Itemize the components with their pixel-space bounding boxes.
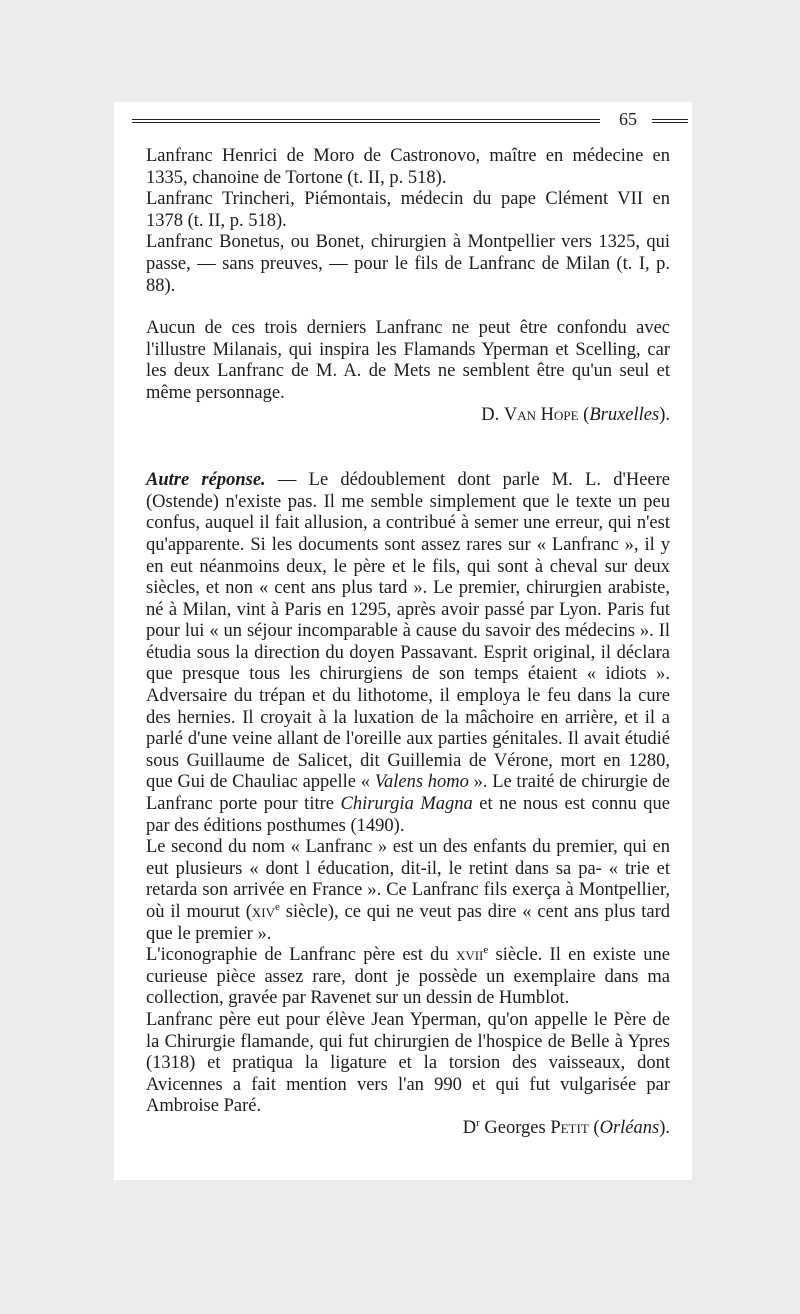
signature-title: D [462,1117,477,1138]
signature-petit: $D^r$ Georges Petit (Orléans). [462,1116,670,1138]
signature-title-sup: r [476,1116,480,1129]
reply-text-1b: ». Le traité de chirurgie de Lanfranc porte pour titre [146,772,670,815]
signature-name: Van Hope [503,404,579,425]
century-sup: e [275,900,280,913]
italic-valens-homo: Valens homo [374,772,469,793]
reply-text-1: — Le dédoublement dont parle M. L. d'Heere (Ostende) n'existe pas. Il me semble simplement que le texte un peu confus, auquel il fait allusion, a contribué à semer une erreur, qui n'est qu'apparente. Si les documents sont assez rares sur « Lanfranc », il y en eut néanmoins deux, le père et le fils, qui sont à cheval sur deux siècles, et non « cent ans plus tard ». Le premier, chirurgien arabiste, né à Milan, vint à Paris en 1295, après avoir passé par Lyon. Paris fut pour lui « un séjour incomparable à cause du savoir des médecins ». Il étudia sous la direction du doyen Passavant. Esprit original, il déclara que presque tous les chirurgiens de son temps étaient « idiots ». Adversaire du trépan et du lithotome, il employa le feu dans la cure des hernies. Il croyait à la luxation de la mâchoire en arrière, et il a parlé d'une veine allant de l'oreille aux parties génitales. Il avait étudié sous Guillaume de Salicet, dit Guillemia de Vérone, mort en 1280, que Gui de Chauliac appelle « [146,470,670,793]
reply-text-3: L'iconographie de Lanfranc père est du [146,945,456,966]
reply-paragraph-3 [146,945,670,1010]
signature-first-name: Georges [479,1117,551,1138]
reply-paragraph-2 [146,837,670,945]
header-rule-left [132,119,600,123]
signature-name: Petit [550,1117,589,1138]
header-rule-right [652,119,688,123]
paragraph-bonetus: Lanfranc Bonetus, ou Bonet, chirurgien à Montpellier vers 1325, qui passe, — sans preuves, — pour le fils de Lanfranc de Milan (t. I, p. 88). [146,232,670,296]
spacer [146,297,670,318]
paragraph-henrici: Lanfranc Henrici de Moro de Castronovo, maître en médecine en 1335, chanoine de Tortone (t. II, p. 518). [146,146,670,188]
century-xiv: xiv [251,902,276,922]
page-header [132,109,684,130]
reply-text-3b: siècle. Il en existe une curieuse pièce assez rare, dont je possède un exemplaire dans ma collection, gravée par Ravenet sur un dessin de Humblot. [146,945,670,1009]
paragraph-conclusion: Aucun de ces trois derniers Lanfranc ne peut être confondu avec l'illustre Milanais, qui inspira les Flamands Yperman et Scelling, car les deux Lanfranc de M. A. de Mets ne semblent être qu'un seul et même personnage. [146,318,670,403]
spacer [146,448,670,470]
signature-place: Orléans [599,1117,660,1138]
reply-paragraph-4: Lanfranc père eut pour élève Jean Yperman, qu'on appelle le Père de la Chirurgie flamande, qui fut chirurgien de l'hospice de Belle à Ypres (1318) et pratiqua la ligature et la torsion des vaisseaux, dont Avicennes a fait mention vers l'an 990 et qui fut vulgarisée par Ambroise Paré. [146,1009,670,1117]
signature-prefix: D. [481,404,504,425]
document-page [114,102,692,1180]
paragraph-trincheri: Lanfranc Trincheri, Piémontais, médecin du pape Clément VII en 1378 (t. II, p. 518). [146,189,670,231]
century-xvii: xvii [455,945,484,966]
spacer [146,426,670,448]
reply-paragraph-1 [146,470,670,837]
signature-place: Bruxelles [589,404,660,425]
article-body [146,146,670,1140]
reply-text-2: Le second du nom « Lanfranc » est un des enfants du premier, qui en eut plusieurs « dont l éducation, dit-il, le retint dans sa pa- « trie et retarda son arrivée en France ». Ce Lanfranc fils exerça à Montpellier, où il mourut ( [146,837,670,922]
century-sup: e [483,944,489,957]
signature-van-hope: D. Van Hope (Bruxelles). [481,404,670,425]
reply-label: Autre réponse. [146,470,266,491]
reply-text-1c: et ne nous est connu que par des éditions posthumes (1490). [146,794,670,836]
italic-chirurgia-magna: Chirurgia Magna [340,794,473,815]
reply-text-2b: siècle), ce qui ne veut pas dire « cent ans plus tard que le premier ». [146,902,670,944]
page-number: 65 [619,109,637,129]
